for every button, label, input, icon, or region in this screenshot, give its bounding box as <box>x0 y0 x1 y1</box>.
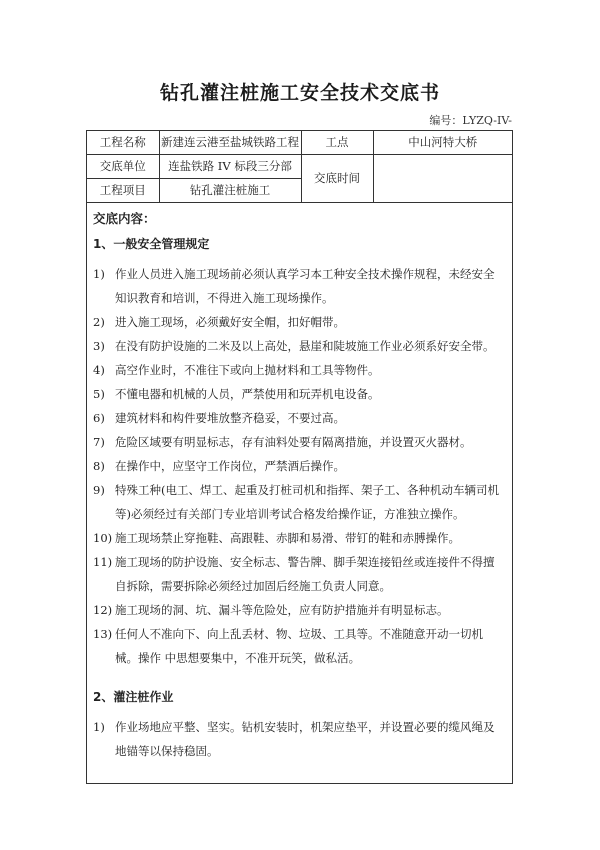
list-item <box>93 358 502 382</box>
content-body <box>87 203 512 763</box>
content-label: 交底内容： <box>93 211 156 226</box>
time-value <box>373 155 512 203</box>
list-item <box>93 598 502 622</box>
item-text: 作业人员进入施工现场前必须认真学习本工种安全技术操作规程，未经安全知识教育和培训，不得进入施工现场操作。 <box>115 267 495 305</box>
item-number: 1) <box>93 267 105 281</box>
item-text: 在操作中，应坚守工作岗位，严禁酒后操作。 <box>115 459 345 473</box>
time-label: 交底时间 <box>301 155 373 203</box>
list-item <box>93 382 502 406</box>
item-text: 施工现场的洞、坑、漏斗等危险处，应有防护措施并有明显标志。 <box>115 603 449 617</box>
item-text: 作业场地应平整、坚实。钻机安装时，机架应垫平，并设置必要的缆风绳及地锚等以保持稳固。 <box>115 720 495 758</box>
document-number: 编号：LYZQ-IV- <box>429 114 512 127</box>
list-item <box>93 622 502 670</box>
item-number: 5) <box>93 387 105 401</box>
item-text: 特殊工种(电工、焊工、起重及打桩司机和指挥、架子工、各种机动车辆司机等)必须经过有关部门专业培训考试合格发给操作证，方准独立操作。 <box>115 483 499 521</box>
item-label: 工程项目 <box>87 179 159 203</box>
list-item <box>93 262 502 310</box>
item-number: 2) <box>93 315 105 329</box>
document-title: 钻孔灌注桩施工安全技术交底书 <box>159 82 440 104</box>
section-2-list <box>93 715 502 763</box>
item-text: 危险区域要有明显标志，存有油料处要有隔离措施，并设置灭火器材。 <box>115 435 472 449</box>
list-item <box>93 406 502 430</box>
item-text: 在没有防护设施的二米及以上高处，悬崖和陡坡施工作业必须系好安全带。 <box>115 339 495 353</box>
section-title: 1、一般安全管理规定 <box>93 237 210 251</box>
item-text: 高空作业时，不准往下或向上抛材料和工具等物件。 <box>115 363 380 377</box>
list-item <box>93 310 502 334</box>
document-frame <box>86 130 513 784</box>
unit-label: 交底单位 <box>87 155 159 179</box>
item-number: 8) <box>93 459 105 473</box>
item-number: 13) <box>93 627 113 641</box>
list-item <box>93 715 502 763</box>
header-table <box>87 131 512 203</box>
list-item <box>93 526 502 550</box>
item-number: 7) <box>93 435 105 449</box>
item-number: 6) <box>93 411 105 425</box>
item-number: 3) <box>93 339 105 353</box>
item-text: 施工现场的防护设施、安全标志、警告牌、脚手架连接铅丝或连接件不得擅自拆除，需要拆除必须经过加固后经施工负责人同意。 <box>115 555 495 593</box>
item-text: 施工现场禁止穿拖鞋、高跟鞋、赤脚和易滑、带钉的鞋和赤膊操作。 <box>115 531 460 545</box>
list-item <box>93 478 502 526</box>
item-number: 9) <box>93 483 105 497</box>
project-name-value: 新建连云港至盐城铁路工程 <box>159 131 301 155</box>
item-text: 建筑材料和构件要堆放整齐稳妥，不要过高。 <box>115 411 345 425</box>
section-title: 2、灌注桩作业 <box>93 690 174 704</box>
item-number: 10) <box>93 531 113 545</box>
item-number: 4) <box>93 363 105 377</box>
project-name-label: 工程名称 <box>87 131 159 155</box>
item-number: 12) <box>93 603 113 617</box>
item-number: 11) <box>93 555 113 569</box>
unit-value: 连盐铁路 IV 标段三分部 <box>159 155 301 179</box>
list-item <box>93 430 502 454</box>
item-text: 不懂电器和机械的人员，严禁使用和玩弄机电设备。 <box>115 387 380 401</box>
item-value: 钻孔灌注桩施工 <box>159 179 301 203</box>
list-item <box>93 334 502 358</box>
list-item <box>93 454 502 478</box>
list-item <box>93 550 502 598</box>
section-1-list <box>93 262 502 670</box>
site-label: 工点 <box>301 131 373 155</box>
item-number: 1) <box>93 720 105 734</box>
item-text: 进入施工现场，必须戴好安全帽，扣好帽带。 <box>115 315 345 329</box>
site-value: 中山河特大桥 <box>373 131 512 155</box>
item-text: 任何人不准向下、向上乱丢材、物、垃圾、工具等。不准随意开动一切机械。操作 中思想要集中，不准开玩笑，做私活。 <box>115 627 483 665</box>
